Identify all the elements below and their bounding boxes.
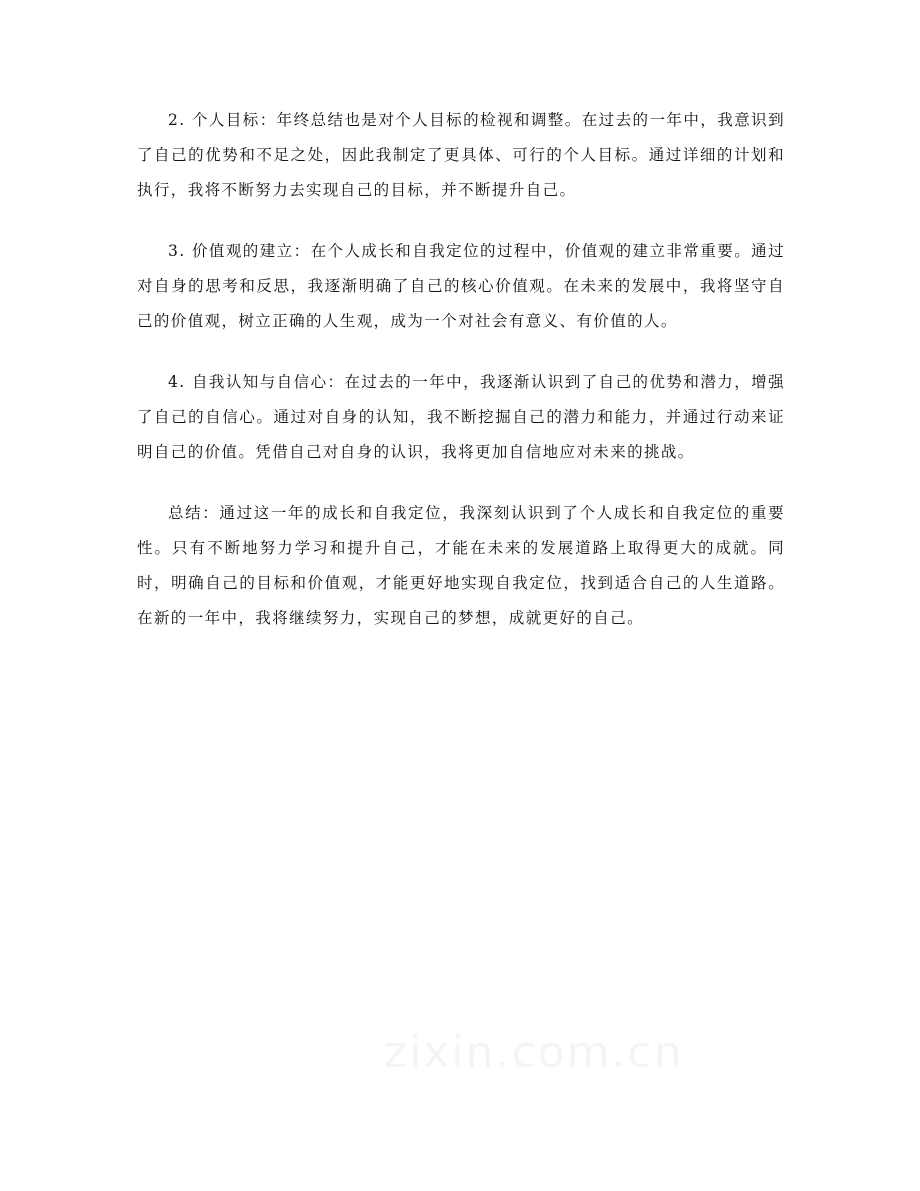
- watermark: [384, 1027, 684, 1078]
- paragraph-values: 3. 价值观的建立：在个人成长和自我定位的过程中，价值观的建立非常重要。通过对自身的思考和反思，我逐渐明确了自己的核心价值观。在未来的发展中，我将坚守自己的价值观，树立正确的人生观，成为一个对社会有意义、有价值的人。: [137, 242, 785, 330]
- paragraph-personal-goals: 2. 个人目标：年终总结也是对个人目标的检视和调整。在过去的一年中，我意识到了自己的优势和不足之处，因此我制定了更具体、可行的个人目标。通过详细的计划和执行，我将不断努力去实现自己的目标，并不断提升自己。: [137, 111, 785, 199]
- document-body: [137, 103, 785, 662]
- paragraph-summary: 总结：通过这一年的成长和自我定位，我深刻认识到了个人成长和自我定位的重要性。只有不断地努力学习和提升自己，才能在未来的发展道路上取得更大的成就。同时，明确自己的目标和价值观，才能更好地实现自我定位，找到适合自己的人生道路。在新的一年中，我将继续努力，实现自己的梦想，成就更好的自己。: [137, 504, 785, 627]
- paragraph-self-awareness: 4. 自我认知与自信心：在过去的一年中，我逐渐认识到了自己的优势和潜力，增强了自己的自信心。通过对自身的认知，我不断挖掘自己的潜力和能力，并通过行动来证明自己的价值。凭借自己对自身的认识，我将更加自信地应对未来的挑战。: [137, 373, 785, 461]
